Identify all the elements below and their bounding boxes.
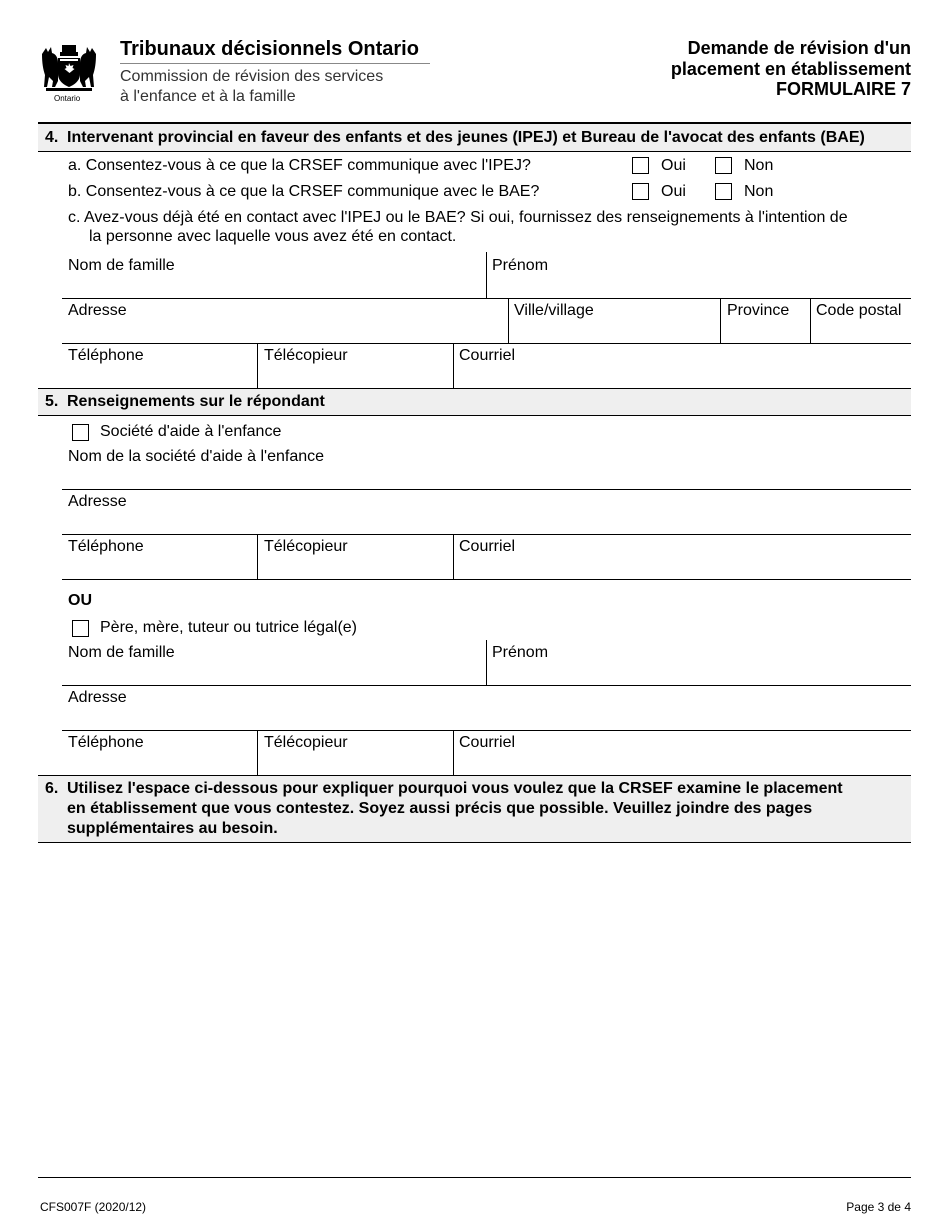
form-number: FORMULAIRE 7 (776, 79, 911, 99)
s4-name-divider (486, 252, 487, 299)
s4-province-label: Province (727, 302, 790, 319)
s5-phone-label: Téléphone (68, 538, 144, 555)
bae-non-label: Non (744, 183, 774, 200)
ipej-oui-checkbox[interactable] (632, 157, 649, 174)
s5-fax2-label: Télécopieur (264, 734, 348, 751)
s5-address2-label: Adresse (68, 689, 127, 706)
s5-address-label: Adresse (68, 493, 127, 510)
s5-fax-label: Télécopieur (264, 538, 348, 555)
board-name-line1: Commission de révision des services (120, 68, 384, 85)
question-b: b. Consentez-vous à ce que la CRSEF communique avec le BAE? (68, 183, 540, 200)
section4-header (38, 124, 911, 152)
s4-last-name-label: Nom de famille (68, 257, 175, 274)
s5-fax-divider (257, 534, 258, 579)
form-title-line2: placement en établissement (670, 58, 911, 79)
s4-email-divider (453, 343, 454, 388)
or-label: OU (68, 592, 92, 609)
s4-first-name-label: Prénom (492, 257, 549, 274)
bae-non-checkbox[interactable] (715, 183, 732, 200)
s4-address-row-rule[interactable] (62, 343, 911, 344)
section5-header (38, 389, 911, 416)
s4-phone-label: Téléphone (68, 347, 144, 364)
s4-postal-label: Code postal (816, 302, 902, 319)
s5-name-divider (486, 640, 487, 685)
section6-line3: supplémentaires au besoin. (67, 820, 278, 837)
s5-contact-rule[interactable] (62, 579, 911, 580)
board-name-line2: à l'enfance et à la famille (120, 88, 296, 105)
s5-phone2-label: Téléphone (68, 734, 144, 751)
ipej-oui-label: Oui (661, 157, 686, 174)
s5-fax2-divider (257, 730, 258, 775)
s5-last-name-label: Nom de famille (68, 644, 175, 661)
question-c-line2: la personne avec laquelle vous avez été en contact. (89, 228, 457, 245)
ipej-non-checkbox[interactable] (715, 157, 732, 174)
society-name-rule[interactable] (62, 489, 911, 490)
s5-first-name-label: Prénom (492, 644, 549, 661)
s5-email-divider (453, 534, 454, 579)
section6-number: 6. (45, 780, 59, 797)
s4-fax-divider (257, 343, 258, 388)
society-option-label: Société d'aide à l'enfance (100, 423, 282, 440)
s4-email-label: Courriel (459, 347, 516, 364)
s4-postal-divider (810, 298, 811, 343)
section4-number: 4. (45, 129, 59, 146)
section6-line2: en établissement que vous contestez. Soyez aussi précis que possible. Veuillez joindre des pages (67, 800, 813, 817)
bae-oui-label: Oui (661, 183, 686, 200)
s4-province-divider (720, 298, 721, 343)
s5-email-label: Courriel (459, 538, 516, 555)
page-number: Page 3 de 4 (846, 1200, 911, 1214)
section4-title: Intervenant provincial en faveur des enfants et des jeunes (IPEJ) et Bureau de l'avocat des enfants (BAE) (67, 129, 865, 146)
question-a: a. Consentez-vous à ce que la CRSEF communique avec l'IPEJ? (68, 157, 531, 174)
form-title-line1: Demande de révision d'un (687, 38, 911, 58)
form-code: CFS007F (2020/12) (40, 1200, 147, 1214)
parent-checkbox[interactable] (72, 620, 89, 637)
question-c-line1: c. Avez-vous déjà été en contact avec l'IPEJ ou le BAE? Si oui, fournissez des renseignements à l'intention de (68, 209, 848, 226)
header-rule (120, 63, 430, 64)
section6-line1: Utilisez l'espace ci-dessous pour expliquer pourquoi vous voulez que la CRSEF examine le placement (67, 780, 843, 797)
society-checkbox[interactable] (72, 424, 89, 441)
society-name-label: Nom de la société d'aide à l'enfance (68, 448, 325, 465)
s4-address-label: Adresse (68, 302, 127, 319)
s5-email2-divider (453, 730, 454, 775)
logo-wordmark: Ontario (54, 94, 81, 103)
bae-oui-checkbox[interactable] (632, 183, 649, 200)
section5-number: 5. (45, 393, 59, 410)
s5-address-rule[interactable] (62, 534, 911, 535)
s4-name-row-rule[interactable] (62, 298, 911, 299)
s5-email2-label: Courriel (459, 734, 516, 751)
s4-city-label: Ville/village (514, 302, 594, 319)
s5-address2-rule[interactable] (62, 730, 911, 731)
s4-fax-label: Télécopieur (264, 347, 348, 364)
explanation-area[interactable] (38, 844, 911, 1174)
ipej-non-label: Non (744, 157, 774, 174)
form-title (671, 38, 911, 100)
footer-rule (38, 1177, 911, 1178)
parent-option-label: Père, mère, tuteur ou tutrice légal(e) (100, 619, 358, 636)
ontario-logo (36, 38, 102, 104)
s5-name-rule[interactable] (62, 685, 911, 686)
org-name: Tribunaux décisionnels Ontario (120, 38, 419, 60)
s4-city-divider (508, 298, 509, 343)
section5-title: Renseignements sur le répondant (67, 393, 325, 410)
section6-header (38, 776, 911, 843)
